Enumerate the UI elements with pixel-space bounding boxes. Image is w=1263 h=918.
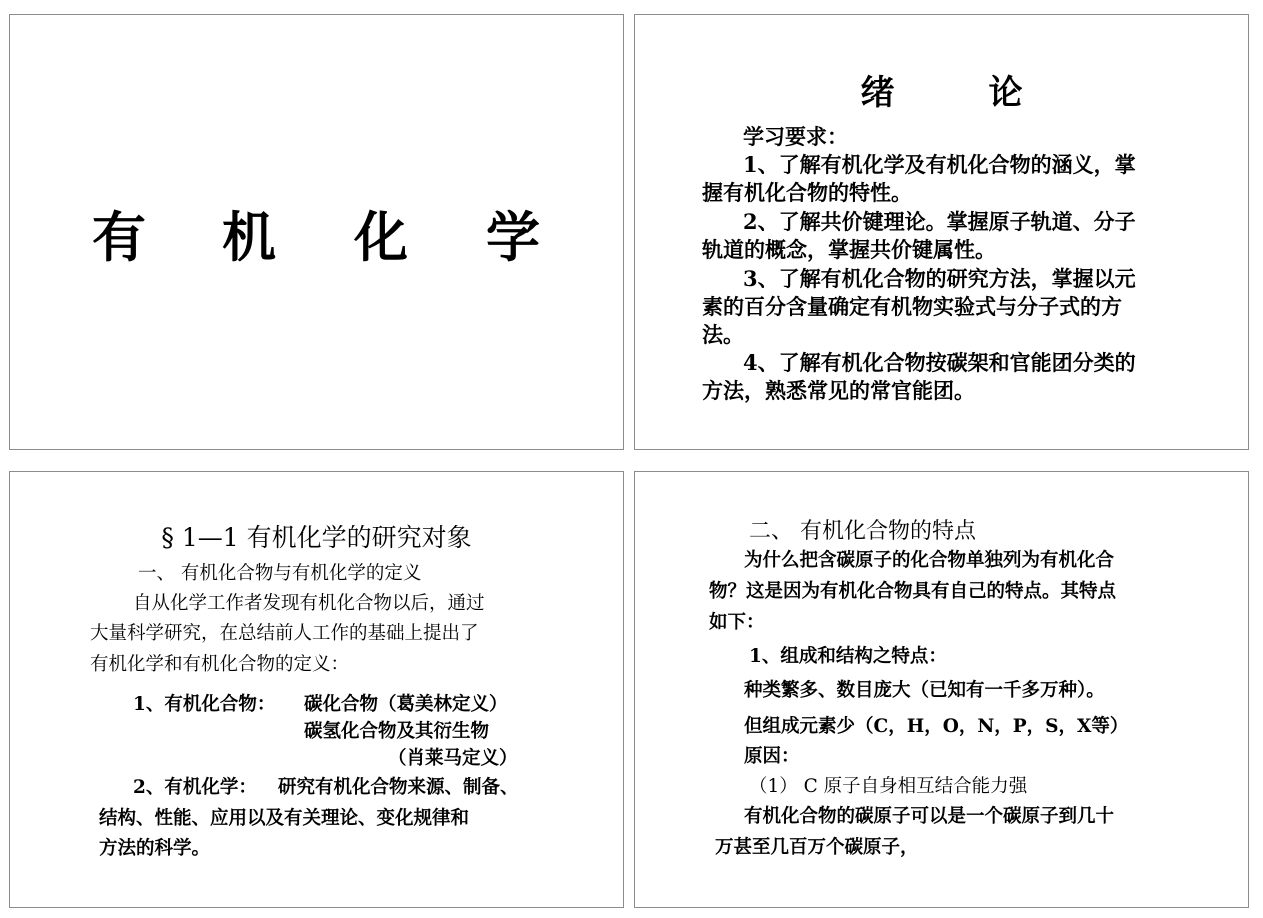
- slide-research-object: [9, 471, 624, 908]
- paragraph-line: 自从化学工作者发现有机化合物以后，通过: [133, 593, 485, 614]
- definition-text: 碳化合物（葛美林定义）: [304, 694, 508, 715]
- requirement-line: 1、了解有机化学及有机化合物的涵义，掌: [743, 152, 1136, 177]
- slide-heading: § 1—1 有机化学的研究对象: [161, 523, 472, 552]
- slide-title: [9, 14, 624, 450]
- section-heading: 一、 有机化合物与有机化学的定义: [138, 563, 422, 584]
- reason-item: （1） C 原子自身相互结合能力强: [749, 776, 1028, 797]
- definition-label: 2、有机化学：: [133, 777, 257, 798]
- requirement-line: 3、了解有机化合物的研究方法，掌握以元: [743, 266, 1136, 291]
- paragraph-line: 为什么把含碳原子的化合物单独列为有机化合: [744, 550, 1115, 571]
- definition-text: （肖莱马定义）: [388, 748, 518, 769]
- paragraph-line: 但组成元素少（C，H，O，N，P，S，X等）: [744, 716, 1129, 737]
- title-char: 机: [222, 206, 276, 269]
- definition-text: 碳氢化合物及其衍生物: [304, 721, 490, 742]
- requirement-line: 握有机化合物的特性。: [702, 180, 912, 205]
- requirement-line: 法。: [702, 322, 744, 347]
- paragraph-line: 有机化学和有机化合物的定义：: [90, 654, 350, 675]
- slide-heading: 二、 有机化合物的特点: [749, 519, 976, 544]
- requirement-line: 方法，熟悉常见的常官能团。: [702, 378, 975, 403]
- paragraph-line: 种类繁多、数目庞大（已知有一千多万种）。: [744, 680, 1105, 701]
- slide-introduction: [634, 14, 1249, 450]
- requirement-line: 4、了解有机化合物按碳架和官能团分类的: [743, 350, 1136, 375]
- title-char: 化: [354, 206, 408, 269]
- definition-label: 1、有机化合物：: [133, 694, 276, 715]
- slide-characteristics: [634, 471, 1249, 908]
- slide-heading: 绪 论: [860, 73, 1053, 113]
- paragraph-line: 大量科学研究，在总结前人工作的基础上提出了: [90, 623, 479, 644]
- paragraph-line: 有机化合物的碳原子可以是一个碳原子到几十: [744, 806, 1115, 827]
- definition-text: 结构、性能、应用以及有关理论、变化规律和: [99, 808, 470, 829]
- definition-text: 研究有机化合物来源、制备、: [278, 777, 519, 798]
- subheading: 1、组成和结构之特点：: [749, 646, 947, 667]
- requirement-heading: 学习要求：: [743, 124, 848, 149]
- title-char: 学: [486, 206, 540, 269]
- requirement-line: 轨道的概念，掌握共价键属性。: [702, 237, 996, 262]
- requirement-line: 2、了解共价键理论。掌握原子轨道、分子: [743, 209, 1136, 234]
- paragraph-line: 如下：: [709, 612, 765, 633]
- paragraph-line: 万甚至几百万个碳原子，: [715, 837, 919, 858]
- paragraph-line: 原因：: [744, 746, 800, 767]
- title-char: 有: [92, 206, 146, 269]
- requirement-line: 素的百分含量确定有机物实验式与分子式的方: [702, 294, 1122, 319]
- definition-text: 方法的科学。: [99, 838, 211, 859]
- paragraph-line: 物？这是因为有机化合物具有自己的特点。其特点: [709, 581, 1117, 602]
